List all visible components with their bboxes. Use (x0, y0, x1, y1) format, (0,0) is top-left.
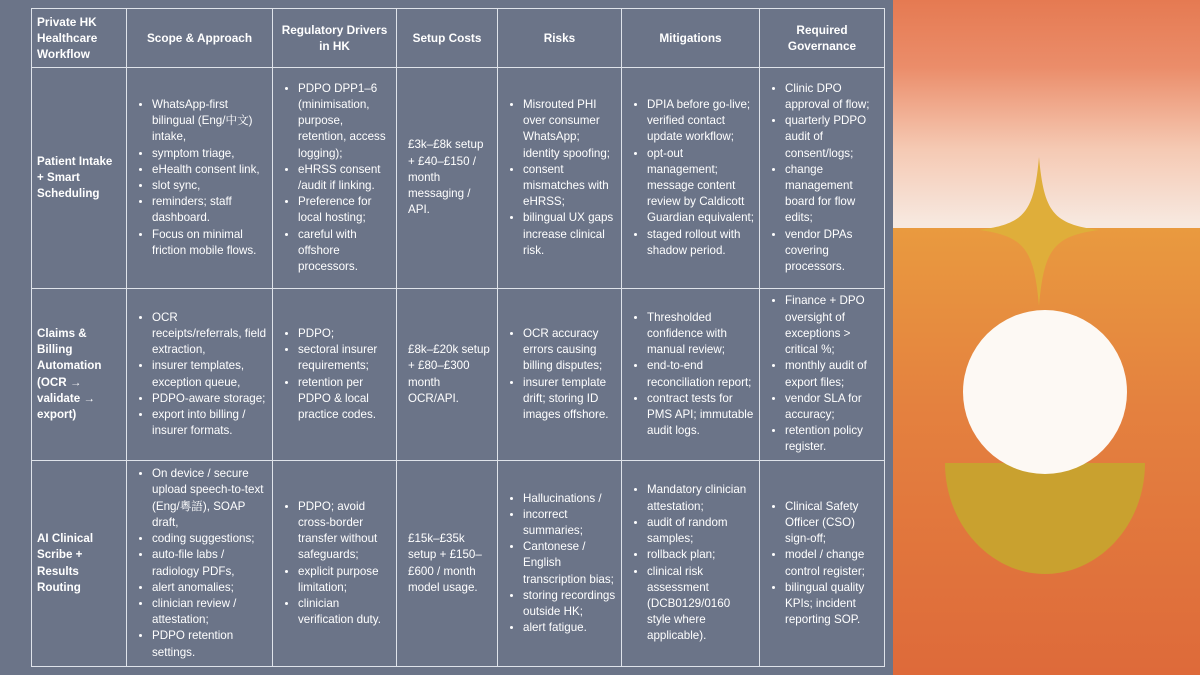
list-item: • On device / secure upload speech-to-text (Eng/粵語), SOAP draft, (152, 466, 268, 531)
list-item: • Hallucinations / (523, 491, 617, 507)
list-item: • WhatsApp-first bilingual (Eng/中文) intake, (152, 97, 268, 146)
list-item: • coding suggestions; (152, 531, 268, 547)
list-item: • Clinical Safety Officer (CSO) sign-off; (785, 499, 880, 548)
scope-cell (127, 68, 273, 289)
table-row (32, 289, 885, 461)
comparison-table-wrap (31, 8, 885, 667)
list-item: • end-to-end reconciliation report; (647, 358, 755, 390)
list-item: • PDPO DPP1–6 (minimisation, purpose, retention, access logging); (298, 81, 392, 162)
list-item: • monthly audit of export files; (785, 358, 880, 390)
list-item: • Misrouted PHI over consumer WhatsApp; identity spoofing; (523, 97, 617, 162)
bullet-list (766, 293, 880, 455)
bullet-list (504, 97, 617, 259)
list-item: • consent mismatches with eHRSS; (523, 162, 617, 211)
list-item: • model / change control register; (785, 547, 880, 579)
list-item: • contract tests for PMS API; immutable audit logs. (647, 391, 755, 440)
list-item: • alert fatigue. (523, 620, 617, 636)
list-item: • eHealth consent link, (152, 162, 268, 178)
sun-circle (963, 310, 1127, 474)
list-item: • insurer templates, exception queue, (152, 358, 268, 390)
governance-cell (760, 289, 885, 461)
mitigations-cell (622, 68, 760, 289)
bullet-list (628, 482, 755, 644)
list-item: • PDPO; (298, 326, 392, 342)
mitigations-cell (622, 461, 760, 667)
row-workflow-name: Patient Intake + Smart Scheduling (32, 68, 127, 289)
costs-cell: £8k–£20k setup + £80–£300 month OCR/API. (397, 289, 498, 461)
list-item: • PDPO-aware storage; (152, 391, 268, 407)
decorative-panel (893, 0, 1200, 675)
bullet-list (628, 310, 755, 440)
bullet-list (133, 466, 268, 660)
list-item: • clinician verification duty. (298, 596, 392, 628)
scope-cell (127, 461, 273, 667)
list-item: • slot sync, (152, 178, 268, 194)
governance-cell (760, 461, 885, 667)
sparkle-star-icon (979, 157, 1099, 306)
list-item: • PDPO; avoid cross-border transfer without safeguards; (298, 499, 392, 564)
list-item: • export into billing / insurer formats. (152, 407, 268, 439)
bullet-list (133, 97, 268, 259)
list-item: • audit of random samples; (647, 515, 755, 547)
bullet-list (279, 499, 392, 629)
list-item: • staged rollout with shadow period. (647, 227, 755, 259)
table-row (32, 68, 885, 289)
list-item: • auto-file labs / radiology PDFs, (152, 547, 268, 579)
list-item: • retention per PDPO & local practice codes. (298, 375, 392, 424)
drivers-cell (273, 461, 397, 667)
list-item: • incorrect summaries; (523, 507, 617, 539)
bullet-list (279, 81, 392, 275)
header-mitigations: Mitigations (622, 9, 760, 68)
drivers-cell (273, 289, 397, 461)
bullet-list (504, 326, 617, 423)
costs-cell: £3k–£8k setup + £40–£150 / month messaging / API. (397, 68, 498, 289)
bullet-list (504, 491, 617, 637)
bullet-list (279, 326, 392, 423)
list-item: • explicit purpose limitation; (298, 564, 392, 596)
list-item: • clinical risk assessment (DCB0129/0160 style where applicable). (647, 564, 755, 645)
risks-cell (498, 289, 622, 461)
bullet-list (133, 310, 268, 440)
costs-cell: £15k–£35k setup + £150–£600 / month model usage. (397, 461, 498, 667)
list-item: • Preference for local hosting; (298, 194, 392, 226)
list-item: • Thresholded confidence with manual review; (647, 310, 755, 359)
governance-cell (760, 68, 885, 289)
drivers-cell (273, 68, 397, 289)
header-costs: Setup Costs (397, 9, 498, 68)
list-item: • Focus on minimal friction mobile flows. (152, 227, 268, 259)
list-item: • Mandatory clinician attestation; (647, 482, 755, 514)
list-item: • Cantonese / English transcription bias; (523, 539, 617, 588)
list-item: • change management board for flow edits; (785, 162, 880, 227)
list-item: • insurer template drift; storing ID images offshore. (523, 375, 617, 424)
workflow-comparison-table (31, 8, 885, 667)
list-item: • alert anomalies; (152, 580, 268, 596)
list-item: • Clinic DPO approval of flow; (785, 81, 880, 113)
list-item: • clinician review / attestation; (152, 596, 268, 628)
list-item: • reminders; staff dashboard. (152, 194, 268, 226)
risks-cell (498, 68, 622, 289)
bowl-shape (945, 463, 1145, 574)
header-governance: Required Governance (760, 9, 885, 68)
list-item: • bilingual UX gaps increase clinical risk. (523, 210, 617, 259)
header-scope: Scope & Approach (127, 9, 273, 68)
risks-cell (498, 461, 622, 667)
list-item: • vendor DPAs covering processors. (785, 227, 880, 276)
list-item: • bilingual quality KPIs; incident reporting SOP. (785, 580, 880, 629)
list-item: • PDPO retention settings. (152, 628, 268, 660)
list-item: • symptom triage, (152, 146, 268, 162)
list-item: • retention policy register. (785, 423, 880, 455)
bullet-list (766, 81, 880, 275)
list-item: • storing recordings outside HK; (523, 588, 617, 620)
decorative-shapes (893, 0, 1200, 675)
list-item: • OCR receipts/referrals, field extraction, (152, 310, 268, 359)
list-item: • sectoral insurer requirements; (298, 342, 392, 374)
bullet-list (766, 499, 880, 629)
header-row (32, 9, 885, 68)
scope-cell (127, 289, 273, 461)
header-risks: Risks (498, 9, 622, 68)
list-item: • DPIA before go-live; verified contact update workflow; (647, 97, 755, 146)
table-row (32, 461, 885, 667)
list-item: • rollback plan; (647, 547, 755, 563)
mitigations-cell (622, 289, 760, 461)
list-item: • quarterly PDPO audit of consent/logs; (785, 113, 880, 162)
list-item: • eHRSS consent /audit if linking. (298, 162, 392, 194)
list-item: • OCR accuracy errors causing billing disputes; (523, 326, 617, 375)
row-workflow-name: AI Clinical Scribe + Results Routing (32, 461, 127, 667)
list-item: • vendor SLA for accuracy; (785, 391, 880, 423)
list-item: • opt-out management; message content review by Caldicott Guardian equivalent; (647, 146, 755, 227)
list-item: • careful with offshore processors. (298, 227, 392, 276)
header-workflow: Private HK Healthcare Workflow (32, 9, 127, 68)
list-item: • Finance + DPO oversight of exceptions > critical %; (785, 293, 880, 358)
bullet-list (628, 97, 755, 259)
row-workflow-name: Claims & Billing Automation (OCR → validate → export) (32, 289, 127, 461)
header-drivers: Regulatory Drivers in HK (273, 9, 397, 68)
